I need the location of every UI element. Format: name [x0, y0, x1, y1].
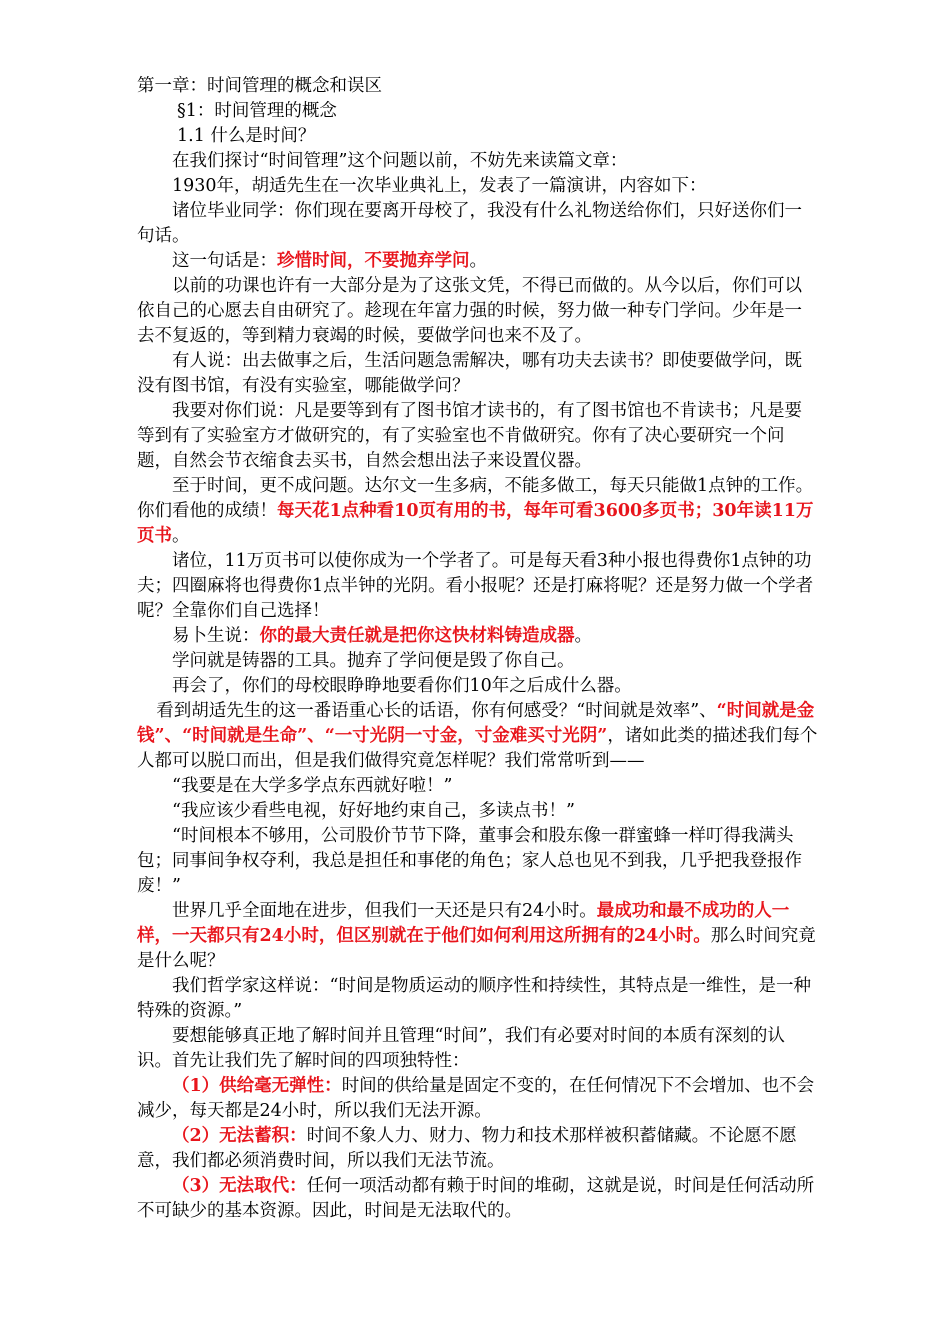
paragraph: 我们哲学家这样说：“时间是物质运动的顺序性和持续性，其特点是一维性，是一种特殊的资源。” [137, 976, 811, 1021]
list-item [137, 1174, 819, 1224]
paragraph: 我要对你们说：凡是要等到有了图书馆才读书的，有了图书馆也不肯读书；凡是要等到有了实验室方才做研究的，有了实验室也不肯做研究。你有了决心要研究一个问题，自然会节衣缩食去买书，自然会想出法子来设置仪器。 [137, 401, 802, 471]
paragraph: 以前的功课也许有一大部分是为了这张文凭，不得已而做的。从今以后，你们可以依自己的心愿去自由研究了。趁现在年富力强的时候，努力做一种专门学问。少年是一去不复返的，等到精力衰竭的时候，要做学问也来不及了。 [137, 276, 802, 346]
highlighted-text: 最成功和最不成功的人一样，一天都只有24小时，但区别就在于他们如何利用这所拥有的24小时。 [137, 901, 790, 946]
paragraph: 学问就是铸器的工具。抛弃了学问便是毁了你自己。 [172, 651, 575, 671]
paragraph-text: ，诸如此类的描述我们每个人都可以脱口而出，但是我们做得究竟怎样呢？我们常常听到—— [137, 726, 818, 771]
highlighted-text: “时间就是金钱”、“时间就是生命”、“一寸光阴一寸金，寸金难买寸光阴” [137, 701, 815, 746]
list-item-text: 时间不象人力、财力、物力和技术那样被积蓄储藏。不论愿不愿意，我们都必须消费时间，所以我们无法节流。 [137, 1126, 797, 1171]
list-item [137, 1074, 819, 1124]
list-item [137, 1124, 819, 1174]
paragraph-text: 易卜生说： [172, 626, 260, 646]
paragraph-text: 这一句话是： [172, 251, 277, 271]
paragraph-text: 那么时间究竟是什么呢？ [137, 926, 816, 971]
paragraph [137, 474, 819, 549]
paragraph: 有人说：出去做事之后，生活问题急需解决，哪有功夫去读书？即使要做学问，既没有图书馆，有没有实验室，哪能做学问？ [137, 351, 802, 396]
list-item-heading: （3）无法取代： [172, 1176, 307, 1196]
subsection-title: 1.1 什么是时间？ [177, 126, 316, 146]
paragraph [137, 249, 819, 274]
paragraph-text: 世界几乎全面地在进步，但我们一天还是只有24小时。 [172, 901, 597, 921]
paragraph: 再会了，你们的母校眼睁睁地要看你们10年之后成什么器。 [172, 676, 632, 696]
chapter-title: 第一章：时间管理的概念和误区 [137, 76, 382, 96]
list-item-heading: （2）无法蓄积： [172, 1126, 307, 1146]
paragraph-text: 至于时间，更不成问题。达尔文一生多病，不能多做工，每天只能做1点钟的工作。你们看他的成绩！ [137, 476, 814, 521]
paragraph [137, 699, 819, 774]
paragraph-text: 。 [469, 251, 487, 271]
list-item-text: 任何一项活动都有赖于时间的堆砌，这就是说，时间是任何活动所不可缺少的基本资源。因此，时间是无法取代的。 [137, 1176, 815, 1221]
quote-line: “我应该少看些电视，好好地约束自己，多读点书！” [172, 801, 575, 821]
quote-line: “时间根本不够用，公司股价节节下降，董事会和股东像一群蜜蜂一样叮得我满头包；同事间争权夺利，我总是担任和事佬的角色；家人总也见不到我，几乎把我登报作废！” [137, 826, 802, 896]
highlighted-text: 你的最大责任就是把你这快材料铸造成器 [259, 626, 575, 646]
paragraph: 在我们探讨“时间管理”这个问题以前，不妨先来读篇文章： [172, 151, 628, 171]
quote-line: “我要是在大学多学点东西就好啦！” [172, 776, 453, 796]
paragraph: 要想能够真正地了解时间并且管理“时间”，我们有必要对时间的本质有深刻的认识。首先让我们先了解时间的四项独特性： [137, 1026, 785, 1071]
section-title: §1：时间管理的概念 [177, 101, 337, 121]
paragraph: 诸位，11万页书可以使你成为一个学者了。可是每天看3种小报也得费你1点钟的功夫；四圈麻将也得费你1点半钟的光阴。看小报呢？还是打麻将呢？还是努力做一个学者呢？全靠你们自己选择！ [137, 551, 814, 621]
paragraph: 1930年，胡适先生在一次毕业典礼上，发表了一篇演讲，内容如下： [172, 176, 707, 196]
paragraph-text: 。 [172, 526, 190, 546]
paragraph [137, 899, 819, 974]
highlighted-text: 每天花1点种看10页有用的书，每年可看3600多页书；30年读11万页书 [137, 501, 814, 546]
list-item-text: 时间的供给量是固定不变的，在任何情况下不会增加、也不会减少，每天都是24小时，所以我们无法开源。 [137, 1076, 815, 1121]
list-item-heading: （1）供给毫无弹性： [172, 1076, 342, 1096]
document-body [137, 74, 819, 1224]
highlighted-text: 珍惜时间，不要抛弃学问 [277, 251, 470, 271]
paragraph: 诸位毕业同学：你们现在要离开母校了，我没有什么礼物送给你们，只好送你们一句话。 [137, 201, 802, 246]
paragraph [137, 624, 819, 649]
paragraph-text: 看到胡适先生的这一番语重心长的话语，你有何感受？“时间就是效率”、 [156, 701, 717, 721]
paragraph-text: 。 [574, 626, 592, 646]
